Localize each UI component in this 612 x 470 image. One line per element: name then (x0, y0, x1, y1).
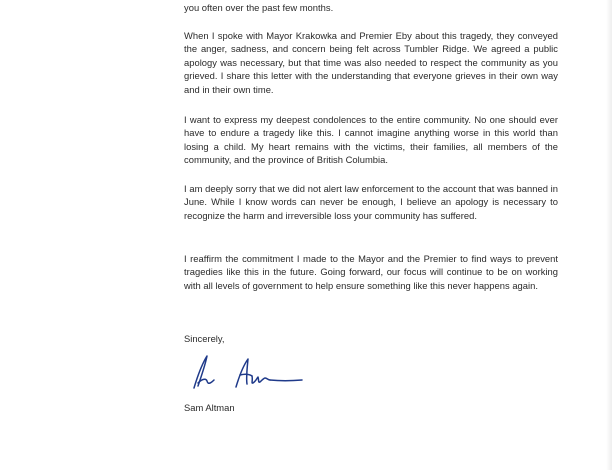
letter-paragraph-condolences: I want to express my deepest condolences to the entire community. No one should ever have to endure a tragedy like this. I cannot imagine anything worse in this world than losing a child. My heart remains with the victims, their families, all members of the community, and the province of British Columbia. (184, 114, 558, 166)
letter-paragraph-commitment: I reaffirm the commitment I made to the Mayor and the Premier to find ways to prevent tragedies like this in the future. Going forward, our focus will continue to be on working with all levels of government to help ensure something like this never happens again. (184, 253, 558, 291)
letter-paragraph-apology: I am deeply sorry that we did not alert law enforcement to the account that was banned in June. While I know words can never be enough, I believe an apology is necessary to recognize the harm and irreversible loss your community has suffered. (184, 183, 558, 221)
letter-paragraph-continuation: you often over the past few months. (184, 2, 334, 13)
handwritten-signature (190, 350, 306, 392)
letter-closing: Sincerely, (184, 333, 225, 344)
signer-name: Sam Altman (184, 402, 235, 413)
letter-paragraph-meeting: When I spoke with Mayor Krakowka and Premier Eby about this tragedy, they conveyed the anger, sadness, and concern being felt across Tumbler Ridge. We agreed a public apology was necessary, but that time was also needed to respect the community as you grieved. I share this letter with the understanding that everyone grieves in their own way and in their own time. (184, 30, 558, 95)
page-edge-shadow (606, 0, 612, 470)
